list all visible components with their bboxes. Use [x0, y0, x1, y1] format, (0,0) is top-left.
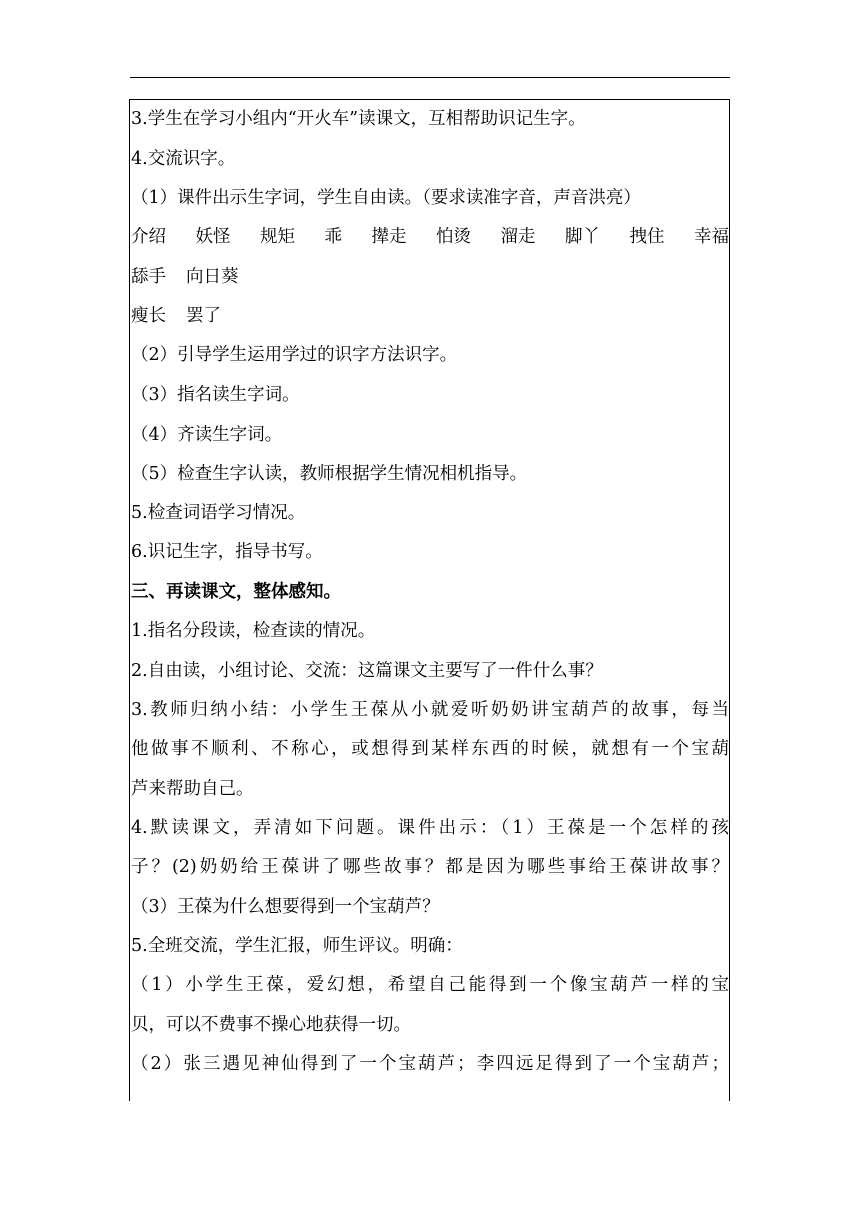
text-line: 3.学生在学习小组内“开火车”读课文，互相帮助识记生字。	[131, 109, 586, 129]
vocab-word: 怕烫	[436, 227, 471, 247]
vocab-word: 瘦长	[131, 306, 166, 326]
text-line: （3）指名读生字词。	[131, 385, 300, 405]
vocab-word: 脚丫	[565, 227, 600, 247]
vocab-word: 幸福	[694, 227, 729, 247]
vocab-row	[131, 262, 729, 292]
vocab-word: 罢了	[186, 306, 221, 326]
text-line: （1）课件出示生字词，学生自由读。（要求读准字音，声音洪亮）	[131, 188, 641, 208]
text-line: （1）小学生王葆，爱幻想，希望自己能得到一个像宝葫芦一样的宝	[131, 975, 729, 995]
text-line: 6.识记生字，指导书写。	[131, 542, 323, 562]
header-rule	[130, 77, 730, 78]
text-line: （2）引导学生运用学过的识字方法识字。	[131, 345, 458, 365]
text-line: （5）检查生字认读，教师根据学生情况相机指导。	[131, 464, 528, 484]
text-line: 他做事不顺利、不称心，或想得到某样东西的时候，就想有一个宝葫	[131, 739, 729, 759]
text-line: 子？(2)奶奶给王葆讲了哪些故事？都是因为哪些事给王葆讲故事？	[131, 857, 729, 877]
text-line: 贝，可以不费事不操心地获得一切。	[131, 1015, 411, 1035]
text-line: 1.指名分段读，检查读的情况。	[131, 621, 376, 641]
text-line: （4）齐读生字词。	[131, 425, 283, 445]
text-line: 2.自由读，小组讨论、交流：这篇课文主要写了一件什么事？	[131, 661, 603, 681]
vocab-word: 向日葵	[186, 267, 239, 287]
vocab-word: 舔手	[131, 267, 166, 287]
text-line: （3）王葆为什么想要得到一个宝葫芦？	[131, 897, 440, 917]
text-line: （2）张三遇见神仙得到了一个宝葫芦；李四远足得到了一个宝葫芦；	[131, 1054, 729, 1074]
vocab-word: 介绍	[131, 227, 166, 247]
section-heading: 三、再读课文，整体感知。	[131, 582, 341, 602]
vocab-word: 拽住	[629, 227, 665, 247]
vocab-row	[131, 301, 729, 331]
vocab-row	[131, 222, 729, 252]
vocab-word: 溜走	[500, 227, 536, 247]
vocab-word: 妖怪	[195, 227, 231, 247]
text-line: 4.默读课文，弄清如下问题。课件出示：（1）王葆是一个怎样的孩	[131, 818, 729, 838]
text-line: 4.交流识字。	[131, 149, 236, 169]
text-line: 5.全班交流，学生汇报，师生评议。明确：	[131, 936, 463, 956]
text-line: 5.检查词语学习情况。	[131, 503, 306, 523]
vocab-word: 乖	[324, 227, 342, 247]
text-line: 3.教师归纳小结：小学生王葆从小就爱听奶奶讲宝葫芦的故事，每当	[131, 700, 729, 720]
vocab-word: 规矩	[260, 227, 295, 247]
text-line: 芦来帮助自己。	[131, 779, 254, 799]
vocab-word: 撵走	[371, 227, 407, 247]
